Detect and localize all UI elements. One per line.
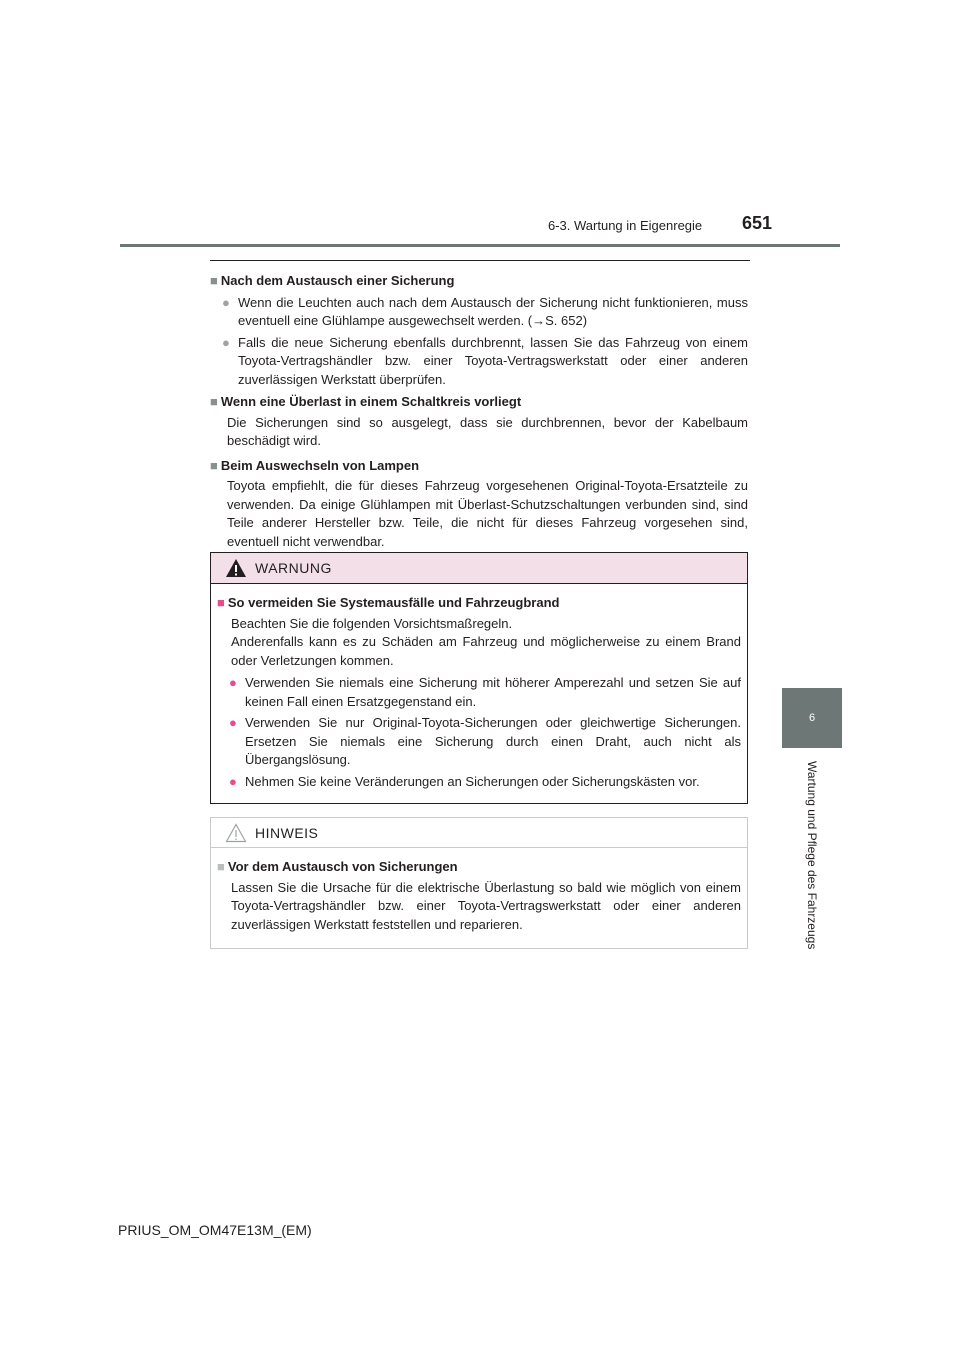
warning-heading: ■ So vermeiden Sie Systemausfälle und Fahrzeugbrand	[217, 595, 560, 610]
content-divider	[210, 260, 750, 261]
caution-triangle-outline-icon	[225, 823, 247, 843]
list-item: ● Verwenden Sie nur Original-Toyota-Sicherungen oder gleichwertige Sicherungen. Ersetzen Sie niemals eine Sicherung durch einen Draht, auch nicht als Übergangslösung.	[229, 714, 741, 770]
page-number: 651	[742, 213, 773, 233]
note-label: HINWEIS	[255, 824, 319, 841]
header-divider	[120, 244, 840, 247]
warning-intro: Beachten Sie die folgenden Vorsichtsmaßregeln.	[231, 615, 513, 631]
square-bullet-icon: ■	[217, 859, 225, 874]
section-heading: ■ Nach dem Austausch einer Sicherung	[210, 273, 455, 288]
warning-label: WARNUNG	[255, 560, 332, 576]
document-code: PRIUS_OM_OM47E13M_(EM)	[118, 1222, 312, 1238]
square-bullet-icon: ■	[210, 457, 218, 473]
section-heading: ■ Beim Auswechseln von Lampen	[210, 457, 420, 473]
circle-bullet-icon: ●	[229, 773, 237, 789]
circle-bullet-icon: ●	[229, 715, 237, 730]
warning-triangle-icon	[225, 558, 247, 578]
main-content	[210, 268, 748, 557]
note-paragraph: Lassen Sie die Ursache für die elektrische Überlastung so bald wie möglich von einem Toyota-Vertragshändler bzw. einer Toyota-Vertragswerkstatt oder einer anderen zuverlässigen Werkstatt feststellen und reparieren.	[231, 879, 741, 932]
chapter-number: 6	[808, 712, 816, 724]
chapter-tab	[782, 688, 842, 748]
list-item: ● Nehmen Sie keine Veränderungen an Sicherungen oder Sicherungskästen vor.	[229, 773, 741, 792]
list-item: ● Wenn die Leuchten auch nach dem Austausch der Sicherung nicht funktionieren, muss eventuell eine Glühlampe ausgewechselt werden. (→S. 652)	[222, 294, 748, 331]
note-title-bar	[211, 818, 747, 848]
note-box	[210, 817, 748, 949]
note-heading: ■ Vor dem Austausch von Sicherungen	[217, 859, 458, 874]
header-section-title: 6-3. Wartung in Eigenregie	[548, 218, 703, 233]
square-bullet-icon: ■	[217, 595, 225, 610]
section-paragraph: Toyota empfiehlt, die für dieses Fahrzeug vorgesehenen Original-Toyota-Ersatzteile zu verwenden. Da einige Glühlampen mit Überlast-Schutzschaltungen verbunden sind, sind Teile anderer Hersteller bzw. Teile, die nicht für dieses Fahrzeug vorgesehen sind, eventuell nicht verwendbar.	[227, 478, 748, 549]
warning-box	[210, 552, 748, 804]
list-item: ● Falls die neue Sicherung ebenfalls durchbrennt, lassen Sie das Fahrzeug von einem Toyota-Vertragshändler bzw. einer Toyota-Vertragswerkstatt oder einer anderen zuverlässigen Werkstatt überprüfen.	[222, 334, 748, 390]
circle-bullet-icon: ●	[229, 675, 237, 690]
square-bullet-icon: ■	[210, 394, 218, 409]
chapter-title: Wartung und Pflege des Fahrzeugs	[805, 760, 819, 950]
circle-bullet-icon: ●	[222, 294, 230, 310]
circle-bullet-icon: ●	[222, 334, 230, 350]
list-item: ● Verwenden Sie niemals eine Sicherung mit höherer Amperezahl und setzen Sie auf keinen Fall einen Ersatzgegenstand ein.	[229, 674, 741, 711]
warning-body	[211, 584, 747, 791]
warning-title-bar	[211, 553, 747, 584]
square-bullet-icon: ■	[210, 273, 218, 288]
note-body	[211, 848, 747, 934]
section-heading: ■ Wenn eine Überlast in einem Schaltkreis vorliegt	[210, 394, 522, 409]
chapter-side-label	[782, 748, 842, 962]
section-paragraph: Die Sicherungen sind so ausgelegt, dass sie durchbrennen, bevor der Kabelbaum beschädigt wird.	[227, 414, 748, 448]
warning-intro: Anderenfalls kann es zu Schäden am Fahrzeug und möglicherweise zu einem Brand oder Verletzungen kommen.	[231, 634, 741, 668]
